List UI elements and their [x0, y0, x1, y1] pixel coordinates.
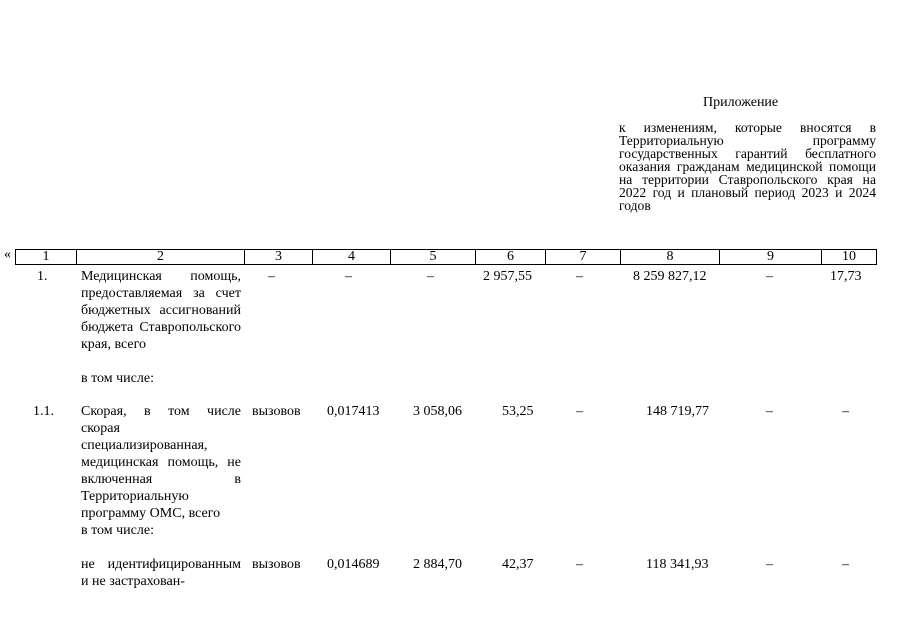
row-2-col9: – — [766, 404, 773, 419]
row-2-unit: вызовов — [252, 404, 301, 419]
row-1-col7: – — [576, 269, 583, 284]
col-header-4: 4 — [313, 250, 391, 265]
row-3-total: 118 341,93 — [646, 557, 709, 572]
row-3-share: – — [842, 557, 849, 572]
row-3-col7: – — [576, 557, 583, 572]
row-1-per-capita: 2 957,55 — [483, 269, 532, 284]
row-2-cost: 3 058,06 — [413, 404, 462, 419]
row-1-volume: – — [345, 269, 352, 284]
col-header-9: 9 — [720, 250, 822, 265]
row-2-name: Скорая, в том числе скорая специализированная, медицинская помощь, не включенная в Территориальную программу ОМС, всего — [81, 404, 241, 521]
row-2-share: – — [842, 404, 849, 419]
row-2-volume: 0,017413 — [327, 404, 380, 419]
col-header-2: 2 — [77, 250, 245, 265]
subheading-1: в том числе: — [81, 371, 154, 386]
row-1-number: 1. — [37, 269, 48, 284]
col-header-7: 7 — [546, 250, 621, 265]
row-2-total: 148 719,77 — [646, 404, 709, 419]
row-1-cost: – — [427, 269, 434, 284]
row-3-volume: 0,014689 — [327, 557, 380, 572]
row-3-col9: – — [766, 557, 773, 572]
row-1-unit: – — [268, 269, 275, 284]
row-3-name: не идентифицированным и не застрахован- — [81, 557, 241, 589]
column-number-row — [15, 249, 877, 265]
subheading-2: в том числе: — [81, 523, 154, 538]
row-2-col7: – — [576, 404, 583, 419]
appendix-title: Приложение — [703, 95, 779, 110]
row-2-per-capita: 53,25 — [502, 404, 534, 419]
col-header-8: 8 — [621, 250, 720, 265]
row-3-unit: вызовов — [252, 557, 301, 572]
col-header-10: 10 — [822, 250, 877, 265]
row-1-share: 17,73 — [830, 269, 862, 284]
row-1-name: Медицинская помощь, предоставляемая за счет бюджетных ассигнований бюджета Ставропольского края, всего — [81, 269, 241, 352]
col-header-1: 1 — [16, 250, 77, 265]
col-header-3: 3 — [245, 250, 313, 265]
row-1-col9: – — [766, 269, 773, 284]
appendix-intro: к изменениям, которые вносятся в Территориальную программу государственных гарантий бесплатного оказания гражданам медицинской помощи на территории Ставропольского края на 2022 год и плановый период 2023 и 2024 годов — [619, 120, 876, 213]
row-3-cost: 2 884,70 — [413, 557, 462, 572]
row-1-total: 8 259 827,12 — [633, 269, 707, 284]
row-3-per-capita: 42,37 — [502, 557, 534, 572]
row-2-number: 1.1. — [33, 404, 54, 419]
col-header-6: 6 — [476, 250, 546, 265]
col-header-5: 5 — [391, 250, 476, 265]
open-quote: « — [4, 247, 11, 262]
